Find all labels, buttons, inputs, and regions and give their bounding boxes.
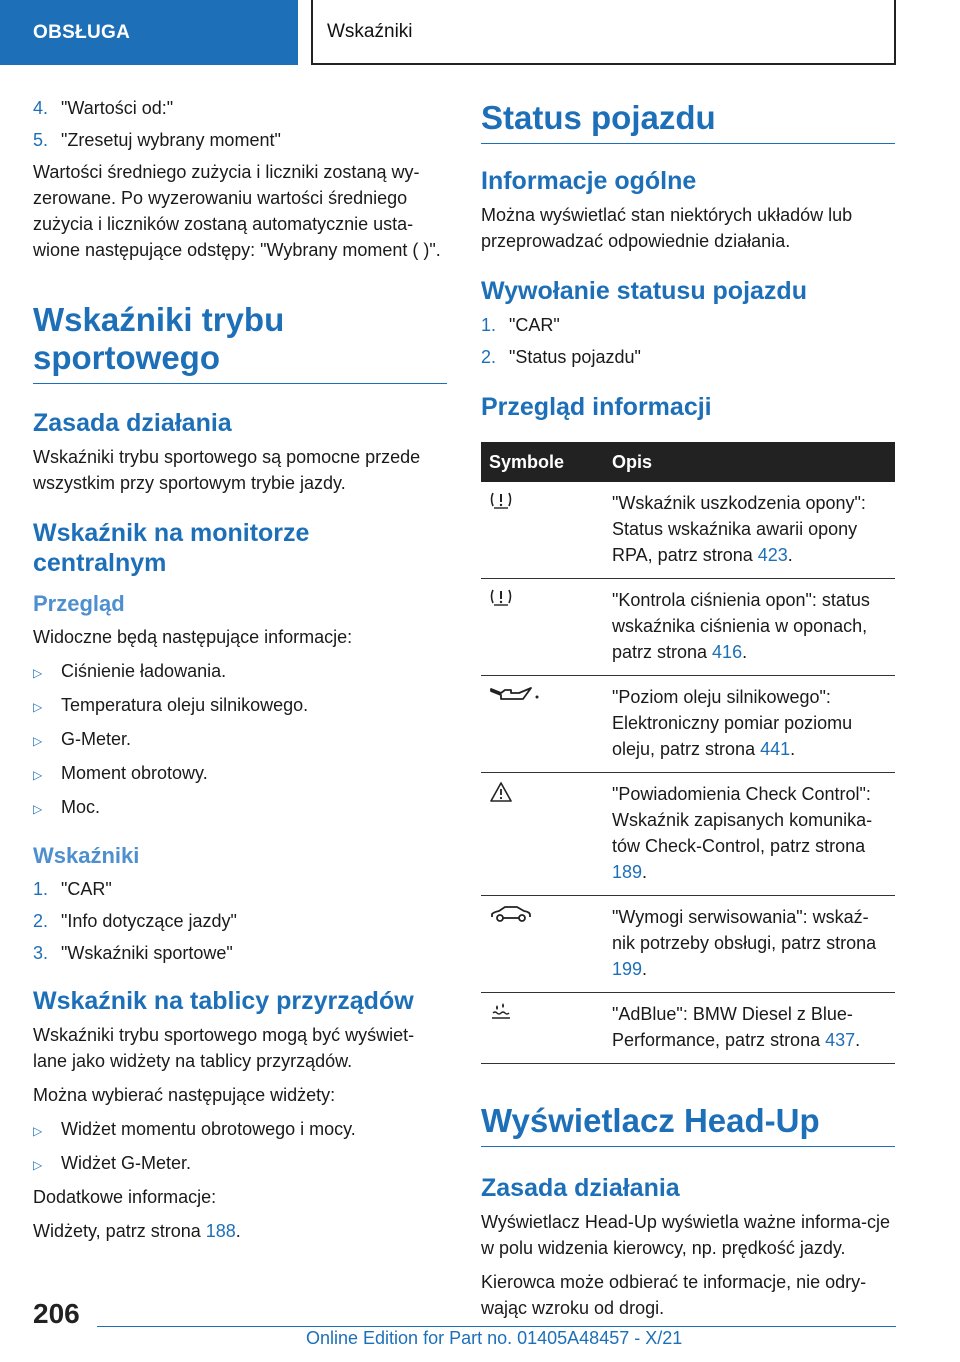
description-cell bbox=[604, 676, 895, 773]
description-text: "Wymogi serwisowania": wskaź‐nik potrzeby obsługi, patrz strona bbox=[612, 907, 877, 953]
bullet-item bbox=[33, 1150, 447, 1178]
symbol-cell bbox=[481, 579, 604, 676]
reference-end: . bbox=[235, 1221, 241, 1241]
list-item bbox=[33, 95, 447, 121]
list-number: 3. bbox=[33, 943, 49, 963]
bullet-triangle-icon: ▷ bbox=[33, 1158, 43, 1172]
subsection-heading: Wskaźnik na tablicy przyrządów bbox=[33, 987, 414, 1015]
tire-pressure-icon bbox=[489, 588, 513, 606]
table-row bbox=[481, 896, 895, 993]
description-cell bbox=[604, 482, 895, 579]
bullet-text: Moc. bbox=[61, 797, 101, 817]
description-cell bbox=[604, 773, 895, 896]
description-cell bbox=[604, 896, 895, 993]
list-item bbox=[33, 127, 447, 153]
list-item bbox=[481, 312, 895, 338]
subsection-heading: Informacje ogólne bbox=[481, 167, 697, 195]
page-link[interactable]: 423 bbox=[757, 545, 788, 565]
list-number: 1. bbox=[481, 315, 497, 335]
reference-text: Widżety, patrz strona bbox=[33, 1221, 206, 1241]
list-number: 4. bbox=[33, 98, 49, 118]
description-text: "AdBlue": BMW Diesel z Blue‐Performance, patrz strona bbox=[612, 1004, 853, 1050]
bullet-triangle-icon: ▷ bbox=[33, 802, 43, 816]
paragraph: Kierowca może odbierać te informacje, nie odry‐wając wzroku od drogi. bbox=[481, 1272, 867, 1318]
chapter-title: Wskaźniki bbox=[327, 20, 413, 42]
paragraph: Wskaźniki trybu sportowego są pomocne przede wszystkim przy sportowym trybie jazdy. bbox=[33, 447, 421, 493]
paragraph: Wartości średniego zużycia i liczniki zostaną wy‐zerowane. Po wyzerowaniu wartości średniego zużycia i liczników zostaną automatycznie usta‐wione następujące odstępy: "Wybrany moment ( )". bbox=[33, 162, 441, 260]
bullet-text: Widżet momentu obrotowego i mocy. bbox=[61, 1119, 356, 1139]
bullet-triangle-icon: ▷ bbox=[33, 734, 43, 748]
subsection-heading: Wywołanie statusu pojazdu bbox=[481, 277, 807, 305]
section-heading: Wskaźniki trybu sportowego bbox=[33, 301, 447, 384]
paragraph: Wskaźniki trybu sportowego mogą być wyświet‐lane jako widżety na tablicy przyrządów. bbox=[33, 1025, 415, 1071]
table-row bbox=[481, 482, 895, 579]
section-heading: Status pojazdu bbox=[481, 99, 895, 144]
minor-heading: Wskaźniki bbox=[33, 843, 140, 868]
paragraph: Widoczne będą następujące informacje: bbox=[33, 627, 353, 647]
chapter-tab bbox=[311, 0, 896, 65]
symbol-cell bbox=[481, 896, 604, 993]
list-number: 1. bbox=[33, 879, 49, 899]
bullet-text: Ciśnienie ładowania. bbox=[61, 661, 227, 681]
description-text: "Powiadomienia Check Control": Wskaźnik zapisanych komunika‐tów Check-Control, patrz strona bbox=[612, 784, 873, 856]
description-end: . bbox=[642, 959, 648, 979]
list-item bbox=[33, 908, 447, 934]
description-end: . bbox=[742, 642, 748, 662]
page-link[interactable]: 188 bbox=[205, 1221, 236, 1241]
symbol-cell bbox=[481, 993, 604, 1064]
bullet-item bbox=[33, 658, 447, 686]
minor-heading: Przegląd bbox=[33, 591, 125, 616]
description-text: "Poziom oleju silnikowego": Elektroniczny pomiar poziomu oleju, patrz strona bbox=[612, 687, 853, 759]
table-header-cell: Symbole bbox=[481, 442, 604, 482]
car-service-icon bbox=[489, 904, 533, 924]
footer-divider bbox=[97, 1326, 896, 1327]
subsection-heading: Zasada działania bbox=[481, 1174, 680, 1202]
bullet-text: Moment obrotowy. bbox=[61, 763, 208, 783]
table-header-row bbox=[481, 442, 895, 482]
tire-warning-icon bbox=[489, 491, 513, 509]
bullet-triangle-icon: ▷ bbox=[33, 700, 43, 714]
table-row bbox=[481, 993, 895, 1064]
description-cell bbox=[604, 579, 895, 676]
page-reference bbox=[33, 1218, 447, 1244]
list-text: "CAR" bbox=[61, 879, 112, 899]
table-row bbox=[481, 579, 895, 676]
description-end: . bbox=[642, 862, 648, 882]
left-column bbox=[33, 95, 447, 1252]
page-link[interactable]: 441 bbox=[760, 739, 791, 759]
bullet-text: Temperatura oleju silnikowego. bbox=[61, 695, 309, 715]
symbol-cell bbox=[481, 482, 604, 579]
paragraph: Można wybierać następujące widżety: bbox=[33, 1085, 336, 1105]
list-item bbox=[33, 876, 447, 902]
list-text: "CAR" bbox=[509, 315, 560, 335]
right-column bbox=[481, 95, 895, 1329]
page-link[interactable]: 189 bbox=[612, 862, 643, 882]
bullet-item bbox=[33, 760, 447, 788]
page-link[interactable]: 437 bbox=[825, 1030, 856, 1050]
list-text: "Status pojazdu" bbox=[509, 347, 641, 367]
bullet-triangle-icon: ▷ bbox=[33, 666, 43, 680]
section-tab bbox=[0, 0, 298, 65]
list-text: "Wskaźniki sportowe" bbox=[61, 943, 233, 963]
description-end: . bbox=[855, 1030, 861, 1050]
bullet-text: Widżet G-Meter. bbox=[61, 1153, 192, 1173]
bullet-text: G-Meter. bbox=[61, 729, 132, 749]
section-label: OBSŁUGA bbox=[33, 21, 131, 43]
bullet-triangle-icon: ▷ bbox=[33, 1124, 43, 1138]
subsection-heading: Zasada działania bbox=[33, 409, 232, 437]
bullet-item bbox=[33, 692, 447, 720]
description-end: . bbox=[787, 545, 793, 565]
warning-triangle-icon bbox=[489, 781, 513, 803]
subsection-heading: Przegląd informacji bbox=[481, 393, 712, 421]
paragraph: Dodatkowe informacje: bbox=[33, 1187, 217, 1207]
bullet-triangle-icon: ▷ bbox=[33, 768, 43, 782]
bullet-item bbox=[33, 726, 447, 754]
oil-can-icon bbox=[489, 684, 541, 704]
description-text: "Wskaźnik uszkodzenia opony": Status wskaźnika awarii opony RPA, patrz strona bbox=[612, 493, 866, 565]
list-number: 2. bbox=[481, 347, 497, 367]
symbol-cell bbox=[481, 773, 604, 896]
edition-note: Online Edition for Part no. 01405A48457 - X/21 bbox=[306, 1328, 683, 1348]
subsection-heading: Wskaźnik na monitorze centralnym bbox=[33, 519, 310, 577]
description-end: . bbox=[790, 739, 796, 759]
list-text: "Info dotyczące jazdy" bbox=[61, 911, 237, 931]
page-number: 206 bbox=[33, 1298, 80, 1329]
list-number: 5. bbox=[33, 130, 49, 150]
list-number: 2. bbox=[33, 911, 49, 931]
paragraph: Można wyświetlać stan niektórych układów lub przeprowadzać odpowiednie działania. bbox=[481, 205, 853, 251]
list-item bbox=[481, 344, 895, 370]
description-cell bbox=[604, 993, 895, 1064]
bullet-item bbox=[33, 1116, 447, 1144]
description-text: "Kontrola ciśnienia opon": status wskaźnika ciśnienia w oponach, patrz strona bbox=[612, 590, 870, 662]
table-row bbox=[481, 676, 895, 773]
table-header-cell: Opis bbox=[604, 442, 895, 482]
list-text: "Zresetuj wybrany moment" bbox=[61, 130, 281, 150]
adblue-icon bbox=[489, 1001, 513, 1023]
symbol-cell bbox=[481, 676, 604, 773]
info-table bbox=[481, 442, 895, 1064]
paragraph: Wyświetlacz Head-Up wyświetla ważne informa‐cje w polu widzenia kierowcy, np. prędkość jazdy. bbox=[481, 1212, 890, 1258]
list-item bbox=[33, 940, 447, 966]
list-text: "Wartości od:" bbox=[61, 98, 174, 118]
section-heading: Wyświetlacz Head-Up bbox=[481, 1102, 895, 1147]
table-row bbox=[481, 773, 895, 896]
page-link[interactable]: 416 bbox=[712, 642, 743, 662]
page-link[interactable]: 199 bbox=[612, 959, 643, 979]
bullet-item bbox=[33, 794, 447, 822]
